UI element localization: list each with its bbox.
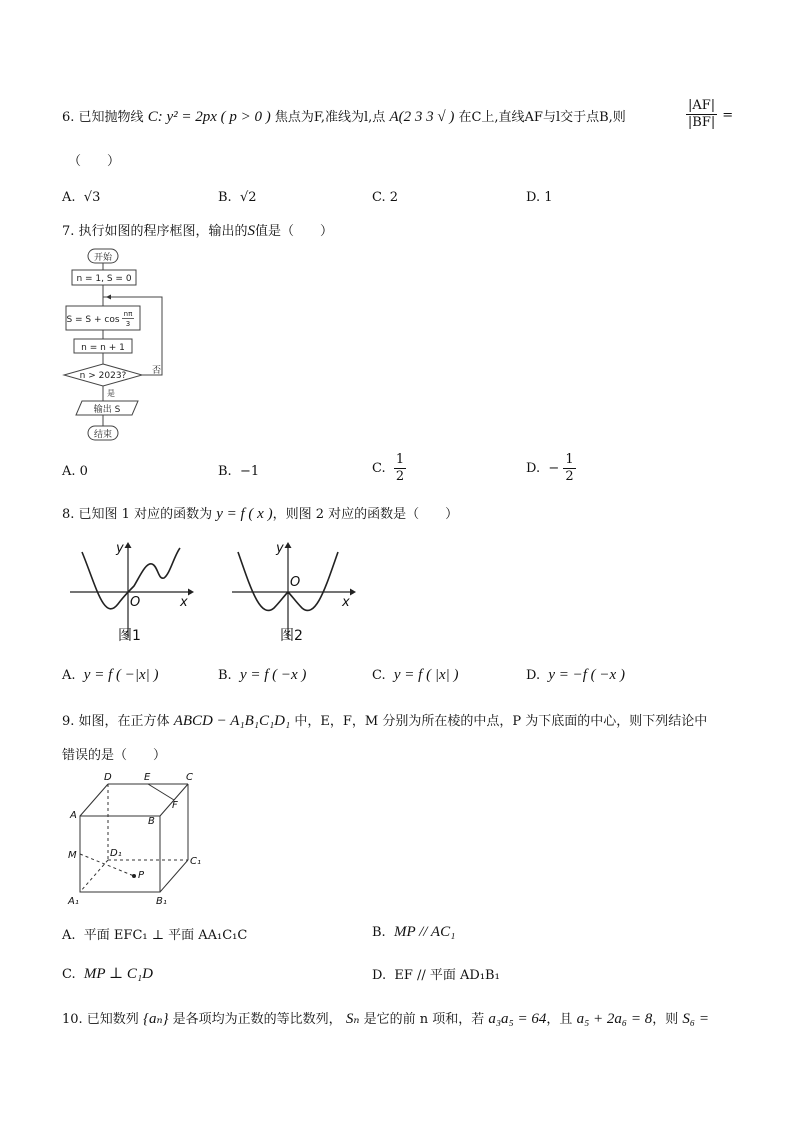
frac-numerator: 1 xyxy=(565,452,574,467)
q7-option-c xyxy=(372,452,406,485)
q10-text-e: ，则 xyxy=(652,1012,679,1027)
option-label: C. xyxy=(372,668,386,683)
point-f-label: F xyxy=(172,800,178,811)
option-value: 1 xyxy=(544,190,553,205)
flow-incr-label: n = n + 1 xyxy=(81,343,125,353)
fig2-x-label: x xyxy=(342,595,350,610)
option-label: A. xyxy=(62,928,76,943)
flow-cond-label: n > 2023? xyxy=(79,371,127,381)
option-label: A. xyxy=(62,668,76,683)
fig2-origin-label: O xyxy=(290,575,301,590)
q6-middle: 焦点为F,准线为l,点 xyxy=(274,110,386,125)
option-label: B. xyxy=(218,668,232,683)
fig2-y-label: y xyxy=(276,541,284,556)
option-label: C. xyxy=(372,190,386,205)
q6-equation: C: y² = 2px ( p > 0 ) xyxy=(147,109,271,125)
q10-cond2: a₅ + 2a₆ = 8 xyxy=(576,1011,653,1027)
flow-yes-label: 是 xyxy=(107,389,115,398)
q10-text-a: 10. 已知数列 xyxy=(62,1012,139,1027)
q6-frac-den: |BF| xyxy=(687,115,716,130)
q6-blank: （ ） xyxy=(68,154,121,169)
q9-line2: 错误的是（ ） xyxy=(62,748,167,763)
vertex-d-label: D xyxy=(104,772,112,783)
option-value: 2 xyxy=(389,190,399,205)
q10-sn: Sₙ xyxy=(345,1011,360,1027)
option-label: D. xyxy=(526,461,541,476)
flow-step-den: 3 xyxy=(125,320,131,328)
option-value: √2 xyxy=(239,190,257,205)
q10-seq: {aₙ} xyxy=(142,1011,169,1027)
option-label: C. xyxy=(372,461,386,476)
q10-text-c: 是它的前 n 项和，若 xyxy=(363,1012,485,1027)
frac-denominator: 2 xyxy=(395,469,405,484)
q6-suffix: 在C上,直线AF与l交于点B,则 xyxy=(458,110,626,125)
flow-step-label: S = S + cos xyxy=(66,315,120,325)
q10-stem xyxy=(62,1008,709,1028)
vertex-c1-label: C₁ xyxy=(190,856,201,867)
fig2-caption: 图2 xyxy=(280,628,303,644)
flow-init-label: n = 1, S = 0 xyxy=(76,274,132,284)
q8-option-c xyxy=(372,667,458,684)
option-label: D. xyxy=(526,190,541,205)
q6-frac-num: |AF| xyxy=(688,98,716,113)
q6-line1 xyxy=(62,106,626,126)
q8-option-d xyxy=(526,667,625,684)
q8-text-a: 8. 已知图 1 对应的函数为 xyxy=(62,507,213,522)
frac-numerator: 1 xyxy=(395,452,405,467)
option-value: y = f ( −x ) xyxy=(239,667,307,683)
option-value: y = f ( −|x| ) xyxy=(83,667,159,683)
q6-option-a xyxy=(62,190,100,205)
q9-option-c xyxy=(62,964,153,983)
q6-equals: = xyxy=(722,108,734,123)
q9-text-b: 中，E，F，M 分别为所在棱的中点，P 为下底面的中心，则下列结论中 xyxy=(294,714,708,729)
option-value: EF // 平面 AD₁B₁ xyxy=(394,968,500,983)
option-label: B. xyxy=(218,190,232,205)
q10-text-d: ，且 xyxy=(546,1012,573,1027)
fig1-origin-label: O xyxy=(130,595,141,610)
option-value: y = f ( |x| ) xyxy=(393,667,459,683)
q9-cube-name: ABCD − A₁B₁C₁D₁ xyxy=(173,713,291,729)
q6-option-d xyxy=(526,190,553,205)
option-value: −1 xyxy=(239,464,260,479)
vertex-d1-label: D₁ xyxy=(110,848,122,859)
q7-var: S xyxy=(247,223,256,239)
q6-point: A(2 3 3 √ ) xyxy=(389,109,455,125)
flow-step-num: nπ xyxy=(123,310,133,318)
vertex-a-label: A xyxy=(70,810,77,821)
q7-stem xyxy=(62,220,333,240)
option-label: B. xyxy=(218,464,232,479)
q8-option-b xyxy=(218,667,306,684)
option-value: 平面 EFC₁ ⊥ 平面 AA₁C₁C xyxy=(83,928,248,943)
q6-option-c xyxy=(372,190,398,205)
option-label: D. xyxy=(526,668,541,683)
option-label: A. xyxy=(62,464,76,479)
option-value: y = −f ( −x ) xyxy=(548,667,625,683)
fig1-caption: 图1 xyxy=(118,628,141,644)
q8-stem xyxy=(62,503,458,523)
option-value: 0 xyxy=(79,464,88,479)
flow-output-label: 输出 S xyxy=(93,405,121,415)
fig1-x-label: x xyxy=(180,595,188,610)
q7-option-a xyxy=(62,464,88,479)
option-value: MP ⊥ C₁D xyxy=(83,966,153,982)
q9-line1 xyxy=(62,710,707,730)
option-label: D. xyxy=(372,968,387,983)
q8-text-b: ，则图 2 对应的函数是（ ） xyxy=(272,507,459,522)
q9-option-a xyxy=(62,924,247,943)
option-value: MP // AC₁ xyxy=(393,924,456,940)
q10-cond1: a₃a₅ = 64 xyxy=(488,1011,547,1027)
q6-ratio xyxy=(686,98,733,131)
q10-target: S₆ = xyxy=(682,1011,709,1027)
q6-prefix: 6. 已知抛物线 xyxy=(62,110,144,125)
q8-option-a xyxy=(62,667,159,684)
q8-func: y = f ( x ) xyxy=(216,506,273,522)
q9-option-d xyxy=(372,964,500,983)
option-label: A. xyxy=(62,190,76,205)
flow-end-label: 结束 xyxy=(93,430,113,440)
q7-option-b xyxy=(218,464,259,479)
flow-no-label: 否 xyxy=(152,366,162,376)
flowchart xyxy=(62,246,172,446)
q7-option-d xyxy=(526,452,576,485)
q7-text: 7. 执行如图的程序框图，输出的 xyxy=(62,224,248,239)
vertex-b-label: B xyxy=(148,816,155,827)
vertex-a1-label: A₁ xyxy=(68,896,79,907)
point-e-label: E xyxy=(144,772,151,783)
frac-sign: − xyxy=(548,461,560,476)
cube-figure xyxy=(62,770,212,910)
q6-option-b xyxy=(218,190,257,205)
frac-denominator: 2 xyxy=(565,469,574,484)
flow-start-label: 开始 xyxy=(93,253,113,263)
option-value: √3 xyxy=(83,190,101,205)
option-label: B. xyxy=(372,925,386,940)
figure-2 xyxy=(228,536,358,648)
vertex-c-label: C xyxy=(186,772,193,783)
point-p-label: P xyxy=(138,870,145,881)
option-label: C. xyxy=(62,967,76,982)
q9-text-a: 9. 如图，在正方体 xyxy=(62,714,170,729)
q10-text-b: 是各项均为正数的等比数列， xyxy=(172,1012,342,1027)
point-m-label: M xyxy=(68,850,77,861)
figure-1 xyxy=(66,536,196,648)
fig1-y-label: y xyxy=(116,541,124,556)
q7-text2: 值是（ ） xyxy=(255,224,334,239)
q9-option-b xyxy=(372,924,455,941)
vertex-b1-label: B₁ xyxy=(156,896,167,907)
